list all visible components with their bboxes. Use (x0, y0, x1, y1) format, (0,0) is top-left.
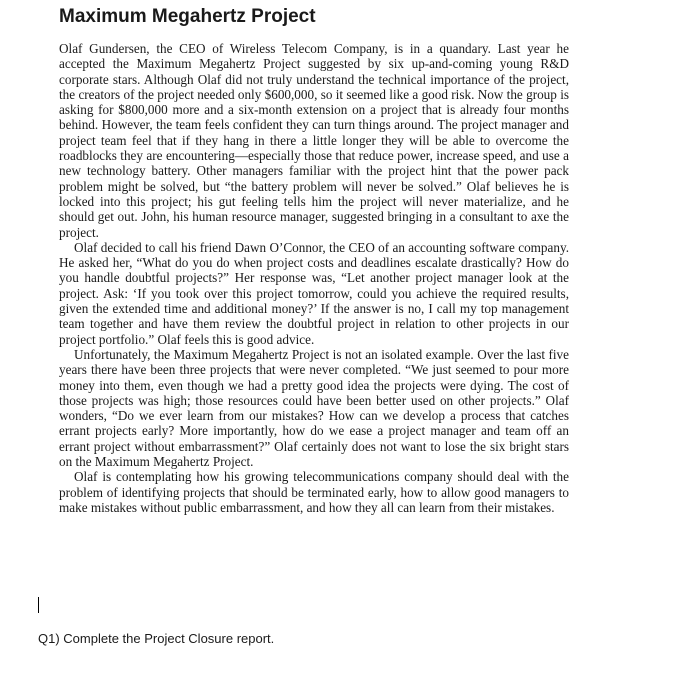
paragraph-4: Olaf is contemplating how his growing telecommunications company should deal with the problem of identifying projects that should be terminated early, how to allow good managers to make mistakes without public embarrassment, and how they all can learn from their mistakes. (59, 469, 569, 515)
paragraph-1: Olaf Gundersen, the CEO of Wireless Telecom Company, is in a quandary. Last year he accepted the Maximum Megahertz Project suggested by six up-and-coming young R&D corporate stars. Although Olaf did not truly understand the technical importance of the project, the creators of the project needed only $600,000, so it seemed like a good risk. Now the group is asking for $800,000 more and a six-month extension on a project that is already four months behind. However, the team feels confident they can turn things around. The project manager and project team feel that if they hang in there a little longer they will be able to overcome the roadblocks they are encountering—especially those that reduce power, increase speed, and use a new technology battery. Other managers familiar with the project hint that the power pack problem might be solved, but “the battery problem will never be solved.” Olaf believes he is locked into this project; his gut feeling tells him the project will never materialize, and he should get out. John, his human resource manager, suggested bringing in a consultant to axe the project. (59, 41, 569, 240)
case-study-text (59, 41, 569, 515)
text-cursor (38, 597, 39, 613)
paragraph-3: Unfortunately, the Maximum Megahertz Project is not an isolated example. Over the last five years there have been three projects that were never completed. “We just seemed to pour more money into them, even though we had a pretty good idea the projects were dying. The cost of those projects was high; those resources could have been better used on other projects.” Olaf wonders, “Do we ever learn from our mistakes? How can we develop a process that catches errant projects early? More importantly, how do we ease a project manager and team off an errant project without embarrassment?” Olaf certainly does not want to lose the six bright stars on the Maximum Megahertz Project. (59, 346, 569, 470)
paragraph-2: Olaf decided to call his friend Dawn O’Connor, the CEO of an accounting software company. He asked her, “What do you do when project costs and deadlines escalate drastically? How do you handle doubtful projects?” Her response was, “Let another project manager look at the project. Ask: ‘If you took over this project tomorrow, could you achieve the required results, given the extended time and additional money?’ If the answer is no, I call my top management team together and have them review the doubtful project in relation to other projects in our project portfolio.” Olaf feels this is good advice. (59, 239, 569, 347)
question-text: Q1) Complete the Project Closure report. (38, 631, 275, 646)
page-title: Maximum Megahertz Project (59, 6, 316, 27)
